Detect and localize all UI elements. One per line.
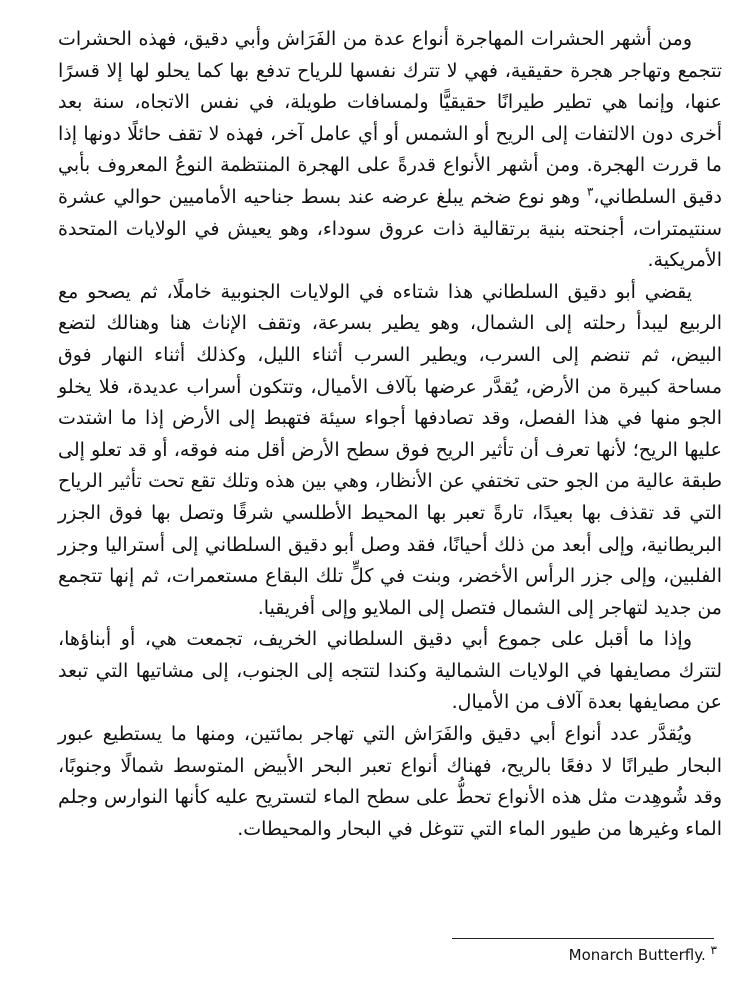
footnote-separator	[452, 938, 714, 939]
paragraph-2: يقضي أبو دقيق السلطاني هذا شتاءه في الولايات الجنوبية خاملًا، ثم يصحو مع الربيع ليبدأ رحلته إلى الشمال، وهو يطير بسرعة، وتقف الإناث هنا وهنالك لتضع البيض، ثم تنضم إلى السرب، ويطير السرب أثناء الليل، وكذلك أثناء النهار فوق مساحة كبيرة من الأرض، يُقدَّر عرضها بآلاف الأميال، وتتكون أسراب عديدة، فلا يخلو الجو منها في هذا الفصل، وقد تصادفها أجواء سيئة فتهبط إلى الأرض إذا ما اشتدت عليها الريح؛ لأنها تعرف أن تأثير الريح فوق سطح الأرض أقل منه فوقه، أو قد تعلو إلى طبقة عالية من الجو حتى تختفي عن الأنظار، وهي بين هذه وتلك تقع تحت تأثير الرياح التي قد تقذف بها بعيدًا، تارةً تعبر بها المحيط الأطلسي شرقًا وتصل بها فوق الجزر البريطانية، وإلى أبعد من ذلك أحيانًا، فقد وصل أبو دقيق السلطاني إلى أستراليا وجزر الفلبين، وإلى جزر الرأس الأخضر، وبنت في كلٍّ تلك البقاع مستعمرات، ثم إنها تتجمع من جديد لتهاجر إلى الشمال فتصل إلى الملايو وإلى أفريقيا.	[58, 280, 722, 619]
body-text	[58, 24, 722, 845]
paragraph-1	[58, 24, 722, 277]
footnote	[569, 944, 717, 966]
footnote-number: ٣	[710, 943, 717, 957]
paragraph-1-text: ومن أشهر الحشرات المهاجرة أنواع عدة من الفَرَاش وأبي دقيق، فهذه الحشرات تتجمع وتهاجر هجرة حقيقية، فهي لا تترك نفسها للرياح تدفع بها كما يحلو لها إلا قسرًا عنها، وإنما هي تطير طيرانًا حقيقيًّا ولمسافات طويلة، في نفس الاتجاه، سنة بعد أخرى دون الالتفات إلى الريح أو الشمس أو أي عامل آخر، فهذه لا تقف حائلًا دونها إذا ما قررت الهجرة. ومن أشهر الأنواع قدرةً على الهجرة المنتظمة النوعُ المعروف بأبي دقيق السلطاني،	[58, 28, 722, 208]
paragraph-1-text-continued: وهو نوع ضخم يبلغ عرضه عند بسط جناحيه الأماميين حوالي عشرة سنتيمترات، أجنحته بنية برتقالية ذات عروق سوداء، وهو يعيش في الولايات المتحدة الأمريكية.	[58, 185, 722, 272]
paragraph-3: وإذا ما أقبل على جموع أبي دقيق السلطاني الخريف، تجمعت هي، أو أبناؤها، لتترك مصايفها في الولايات الشمالية وكندا لتتجه إلى الجنوب، إلى مشاتيها التي تبعد عن مصايفها بعدة آلاف من الأميال.	[58, 628, 722, 714]
paragraph-4: ويُقدَّر عدد أنواع أبي دقيق والفَرَاش التي تهاجر بمائتين، ومنها ما يستطيع عبور البحار طيرانًا لا دفعًا بالريح، فهناك أنواع تعبر البحر الأبيض المتوسط شمالًا وجنوبًا، وقد شُوهِدت مثل هذه الأنواع تحطُّ على سطح الماء لتستريح عليه كأنها النوارس وجلم الماء وغيرها من طيور الماء التي تتوغل في البحار والمحيطات.	[58, 723, 722, 840]
footnote-text: Monarch Butterfly.	[568, 946, 706, 964]
footnote-reference-mark: ٣	[586, 184, 594, 199]
